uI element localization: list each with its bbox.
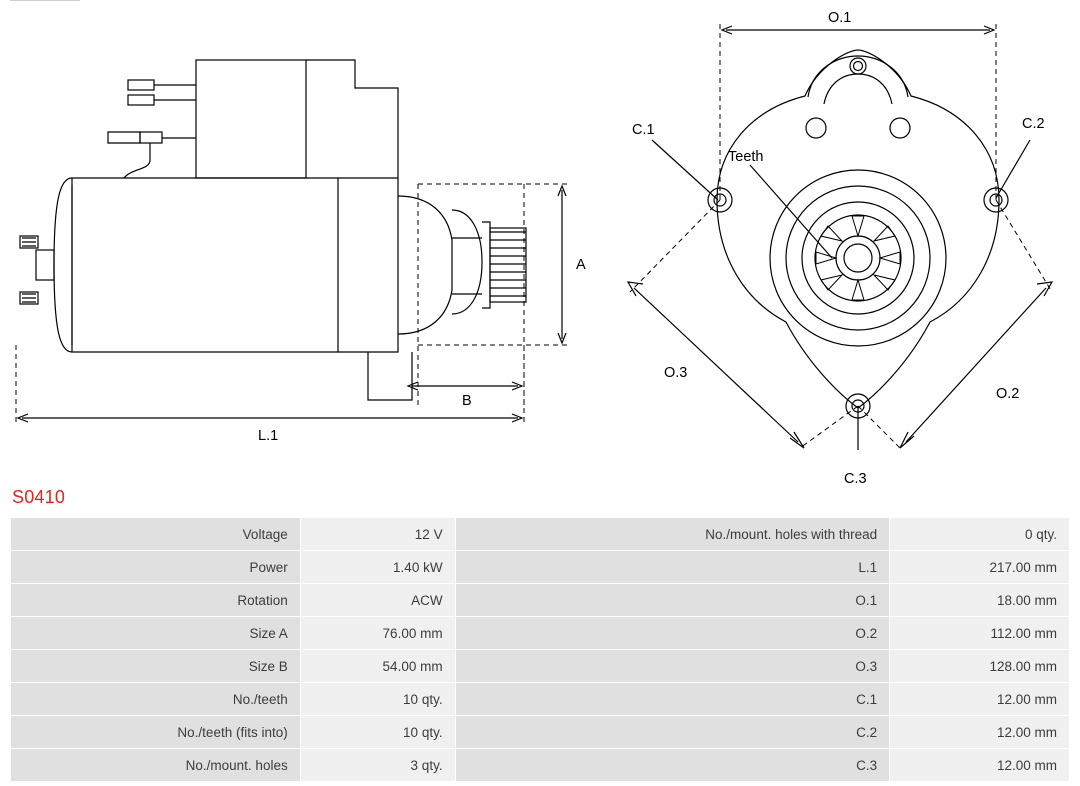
spec-value: 10 qty. — [300, 716, 455, 749]
starter-side-view-drawing — [0, 0, 600, 470]
part-code: S0410 — [12, 487, 66, 507]
spec-value: 128.00 mm — [890, 650, 1070, 683]
table-row — [11, 584, 1070, 617]
spec-value: 12.00 mm — [890, 749, 1070, 782]
dimension-label-o1: O.1 — [828, 10, 852, 26]
table-row — [11, 650, 1070, 683]
spec-label: C.1 — [455, 683, 890, 716]
dimension-label-o3: O.3 — [664, 365, 688, 381]
spec-value: 1.40 kW — [300, 551, 455, 584]
spec-value: 3 qty. — [300, 749, 455, 782]
spec-value: ACW — [300, 584, 455, 617]
spec-value: 10 qty. — [300, 683, 455, 716]
specifications-table — [10, 517, 1070, 782]
spec-label: Power — [11, 551, 301, 584]
table-row — [11, 749, 1070, 782]
spec-label: L.1 — [455, 551, 890, 584]
starter-front-view-drawing — [600, 0, 1080, 487]
spec-label: O.2 — [455, 617, 890, 650]
teeth-annotation-label: Teeth — [728, 149, 764, 165]
dimension-label-a: A — [576, 257, 586, 273]
table-row — [11, 551, 1070, 584]
dimension-label-b: B — [462, 393, 472, 409]
table-row — [11, 617, 1070, 650]
spec-label: Size A — [11, 617, 301, 650]
spec-label: No./mount. holes with thread — [455, 518, 890, 551]
spec-value: 12.00 mm — [890, 716, 1070, 749]
spec-label: Rotation — [11, 584, 301, 617]
table-row — [11, 683, 1070, 716]
spec-value: 76.00 mm — [300, 617, 455, 650]
spec-value: 112.00 mm — [890, 617, 1070, 650]
dimension-label-c2: C.2 — [1022, 116, 1045, 132]
spec-label: Size B — [11, 650, 301, 683]
dimension-label-c3: C.3 — [844, 471, 867, 487]
spec-label: O.3 — [455, 650, 890, 683]
spec-value: 18.00 mm — [890, 584, 1070, 617]
dimension-label-c1: C.1 — [632, 122, 655, 138]
spec-value: 12 V — [300, 518, 455, 551]
spec-value: 54.00 mm — [300, 650, 455, 683]
spec-label: C.2 — [455, 716, 890, 749]
spec-label: No./mount. holes — [11, 749, 301, 782]
spec-label: C.3 — [455, 749, 890, 782]
spec-value: 0 qty. — [890, 518, 1070, 551]
table-row — [11, 716, 1070, 749]
spec-label: Voltage — [11, 518, 301, 551]
spec-label: No./teeth (fits into) — [11, 716, 301, 749]
spec-value: 217.00 mm — [890, 551, 1070, 584]
spec-label: No./teeth — [11, 683, 301, 716]
spec-value: 12.00 mm — [890, 683, 1070, 716]
spec-label: O.1 — [455, 584, 890, 617]
dimension-label-l1: L.1 — [258, 428, 279, 444]
dimension-label-o2: O.2 — [996, 386, 1020, 402]
table-row — [11, 518, 1070, 551]
